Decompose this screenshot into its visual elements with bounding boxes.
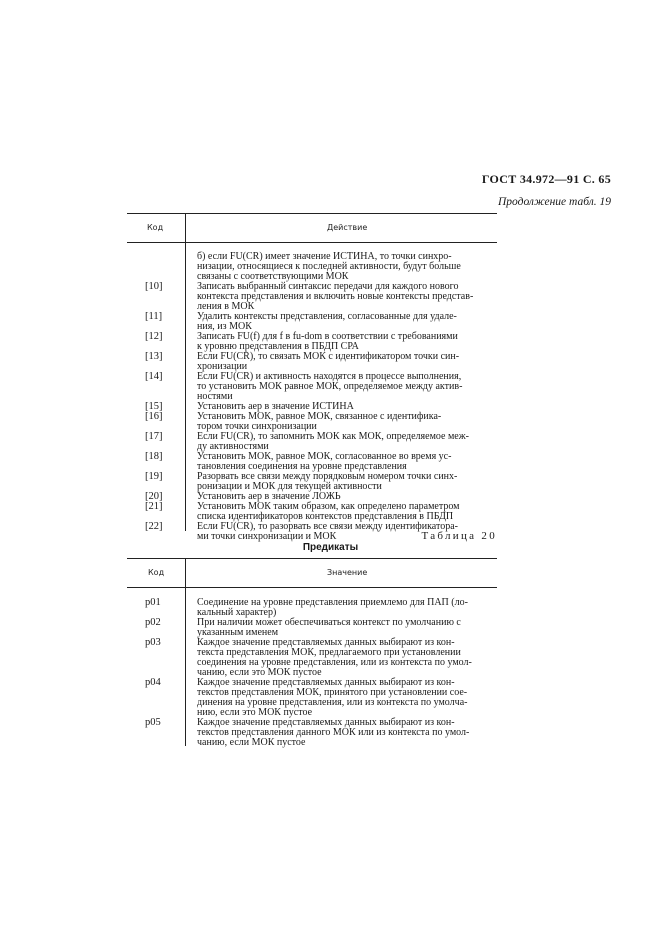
text-line: Установить аер в значение ЛОЖЬ [197,491,341,502]
row-code: [11] [145,311,163,322]
row-text [197,412,497,432]
text-line: хронизации [197,361,248,372]
text-line: то установить МОК равное МОК, определяемое между актив- [197,381,463,392]
row-code: p04 [145,677,161,688]
text-line: Удалить контексты представления, согласованные для удале- [197,311,457,322]
row-code: [21] [145,501,163,512]
text-line: к уровню представления в ПБДП СРА [197,341,359,352]
row-code: [19] [145,471,163,482]
column-header-value: Значение [327,568,368,577]
row-code: [17] [145,431,163,442]
row-code: p05 [145,717,161,728]
text-line: текста представления МОК, предлагаемого при установлении [197,647,461,658]
text-line: Записать FU(f) для f в fu-dom в соответствии с требованиями [197,331,458,342]
row-text [197,718,497,748]
text-line: указанным именем [197,627,279,638]
row-text [197,252,497,282]
text-line: ностями [197,391,233,402]
text-line: списка идентификаторов контекстов представления в ПБДП [197,511,454,522]
text-line: Установить МОК таким образом, как определено параметром [197,501,460,512]
row-text [197,332,497,352]
text-line: Установить МОК, равное МОК, связанное с идентифика- [197,411,442,422]
row-text [197,282,497,312]
row-code: p02 [145,617,161,628]
text-line: ния, из МОК [197,321,252,332]
row-code: [13] [145,351,163,362]
text-line: динения на уровне представления, или из контекста по умолча- [197,697,468,708]
text-line: нию, если это МОК пустое [197,707,313,718]
row-text [197,502,497,522]
text-line: тановления соединения на уровне представления [197,461,407,472]
text-line: ронизации и МОК для текущей активности [197,481,382,492]
text-line: соединения на уровне представления, или из контекста по умол- [197,657,472,668]
text-line: текстов представления МОК, принятого при установлении сое- [197,687,468,698]
text-line: связаны с соответствующими МОК [197,271,349,282]
text-line: ду активностями [197,441,269,452]
text-line: низации, относящиеся к последней активности, будут больше [197,261,461,272]
row-text [197,618,497,638]
text-line: кальный характер) [197,607,277,618]
text-line: ми точки синхронизации и МОК [197,531,337,542]
text-line: Если FU(CR), то связать МОК с идентификатором точки син- [197,351,460,362]
table-top-rule [127,558,497,559]
row-text [197,678,497,718]
row-code: [12] [145,331,163,342]
text-line: Если FU(CR), то разорвать все связи между идентификатора- [197,521,458,532]
row-text [197,472,497,492]
row-code: [15] [145,401,163,412]
row-text [197,638,497,678]
text-line: чанию, если МОК пустое [197,737,306,748]
text-line: текстов представления данного МОК или из контекста по умол- [197,727,470,738]
text-line: При наличии может обеспечиваться контекст по умолчанию с [197,617,461,628]
text-line: Установить МОК, равное МОК, согласованное во время ус- [197,451,452,462]
column-header-code: Код [147,223,164,232]
text-line: б) если FU(CR) имеет значение ИСТИНА, то точки синхро- [197,251,452,262]
text-line: Каждое значение представляемых данных выбирают из кон- [197,677,455,688]
row-code: [20] [145,491,163,502]
row-code: [10] [145,281,163,292]
text-line: чанию, если это МОК пустое [197,667,322,678]
row-code: [18] [145,451,163,462]
page-header: ГОСТ 34.972—91 С. 65 [481,172,611,186]
table-continuation-label: Продолжение табл. 19 [498,196,611,208]
row-code: [16] [145,411,163,422]
text-line: контекста представления и включить новые контексты представ- [197,291,474,302]
table-top-rule [127,213,497,214]
column-divider [185,558,186,746]
column-divider [185,213,186,531]
row-text [197,372,497,402]
table-20 [127,558,497,748]
row-code: [22] [145,521,163,532]
row-text [197,432,497,452]
text-line: тором точки синхронизации [197,421,317,432]
text-line: Если FU(CR) и активность находятся в процессе выполнения, [197,371,462,382]
row-text [197,598,497,618]
column-header-code: Код [148,568,165,577]
row-code: p03 [145,637,161,648]
text-line: Каждое значение представляемых данных выбирают из кон- [197,637,455,648]
row-text [197,352,497,372]
row-text [197,312,497,332]
text-line: ления в МОК [197,301,255,312]
table-20-title: Предикаты [302,542,359,553]
text-line: Если FU(CR), то запомнить МОК как МОК, определяемое меж- [197,431,469,442]
header-bottom-rule [127,587,497,588]
row-text [197,452,497,472]
text-line: Каждое значение представляемых данных выбирают из кон- [197,717,455,728]
text-line: Разорвать все связи между порядковым номером точки синх- [197,471,458,482]
text-line: Установить аер в значение ИСТИНА [197,401,354,412]
row-code: p01 [145,597,161,608]
text-line: Соединение на уровне представления приемлемо для ПАП (ло- [197,597,468,608]
column-header-action: Действие [327,223,368,232]
header-bottom-rule [127,242,497,243]
text-line: Записать выбранный синтаксис передачи для каждого нового [197,281,459,292]
row-code: [14] [145,371,163,382]
table-20-caption: Таблица 20 [421,530,497,542]
